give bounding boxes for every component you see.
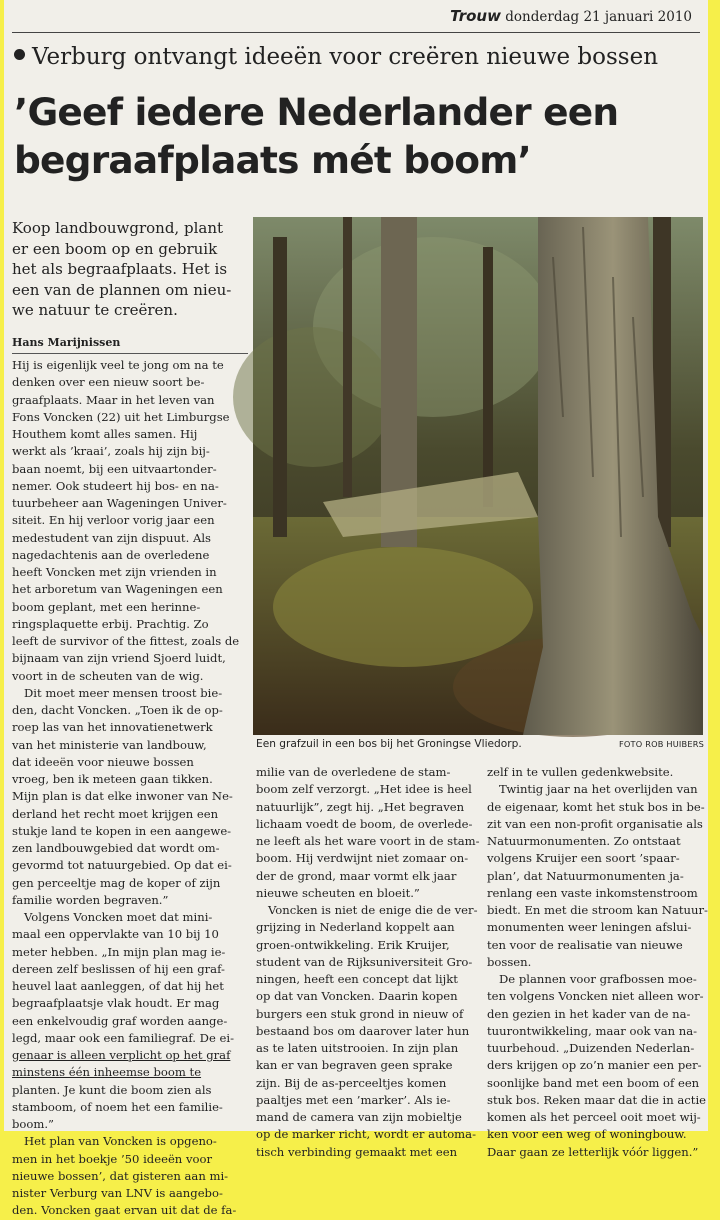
text-line: Dit moet meer mensen troost bie- <box>24 685 223 700</box>
text-line: meter hebben. „In mijn plan mag ie- <box>12 944 226 959</box>
text-line: maal een oppervlakte van 10 bij 10 <box>12 927 219 942</box>
newspaper-brand: Trouw <box>450 7 501 25</box>
text-line: boom.” <box>12 1117 54 1131</box>
text-line: denken over een nieuw soort be- <box>12 375 205 390</box>
intro-line: het als begraafplaats. Het is <box>12 260 228 278</box>
text-line: volgens Kruijer een soort ’spaar- <box>487 851 680 866</box>
text-line: een enkelvoudig graf worden aange- <box>12 1013 228 1028</box>
text-line: grijzing in Nederland koppelt aan <box>256 920 455 935</box>
text-line: heeft Voncken met zijn vrienden in <box>12 565 217 579</box>
text-line: baan noemt, bij een uitvaartonder- <box>12 461 217 476</box>
text-line: natuurlijk”, zegt hij. „Het begraven <box>256 799 465 814</box>
text-line: ten volgens Voncken niet alleen wor- <box>487 989 704 1004</box>
intro-line: Koop landbouwgrond, plant <box>12 219 224 237</box>
text-line: groen-ontwikkeling. Erik Kruijer, <box>256 937 450 952</box>
text-line: kan er van begraven geen sprake <box>256 1058 453 1073</box>
text-line: Voncken is niet de enige die de ver- <box>268 903 478 917</box>
headline-line: ’Geef iedere Nederlander een <box>14 90 619 134</box>
text-line: op de marker richt, wordt er automa- <box>256 1127 476 1142</box>
text-line: komen als het perceel ooit moet wij- <box>487 1110 701 1124</box>
kicker-text: Verburg ontvangt ideeën voor creëren nieuwe bossen <box>32 44 659 70</box>
text-line: zit van een non-profit organisatie als <box>487 816 703 831</box>
text-line: biedt. En met die stroom kan Natuur- <box>487 903 708 917</box>
byline: Hans Marijnissen <box>12 336 248 354</box>
text-line: soonlijke band met een boom of een <box>487 1075 700 1090</box>
masthead <box>450 7 692 25</box>
headline-line: begraafplaats mét boom’ <box>14 138 531 182</box>
text-line: zen landbouwgebied dat wordt om- <box>12 841 220 855</box>
text-line: tisch verbinding gemaakt met een <box>256 1144 458 1159</box>
text-line: Natuurmonumenten. Zo ontstaat <box>487 834 681 848</box>
text-line: minstens één inheemse boom te <box>12 1065 202 1080</box>
text-line: de eigenaar, komt het stuk bos in be- <box>487 799 705 814</box>
text-line: op dat van Voncken. Daarin kopen <box>256 989 458 1004</box>
text-line: Mijn plan is dat elke inwoner van Ne- <box>12 789 233 804</box>
text-line: planten. Je kunt die boom zien als <box>12 1082 212 1097</box>
text-line: Fons Voncken (22) uit het Limburgse <box>12 409 230 424</box>
masthead-rule <box>12 32 700 33</box>
text-line: as te laten uitstrooien. In zijn plan <box>256 1041 459 1055</box>
text-line: lichaam voedt de boom, de overlede- <box>256 816 473 831</box>
intro-line: een van de plannen om nieu- <box>12 280 232 299</box>
caption-text: Een grafzuil in een bos bij het Groningse Vliedorp. <box>256 738 522 750</box>
intro-block <box>12 218 248 354</box>
kicker <box>14 44 658 70</box>
text-line: werkt als ’kraai’, zoals hij zijn bij- <box>12 444 210 459</box>
text-line: dereen zelf beslissen of hij een graf- <box>12 961 225 976</box>
text-line: boom zelf verzorgt. „Het idee is heel <box>256 782 472 797</box>
text-line: leeft de survivor of the fittest, zoals de <box>12 634 240 648</box>
text-line: nemer. Ook studeert hij bos- en na- <box>12 478 219 493</box>
text-line: bijnaam van zijn vriend Sjoerd luidt, <box>12 651 226 666</box>
text-line: den gezien in het kader van de na- <box>487 1006 691 1021</box>
text-line: heuvel laat aanleggen, of dat hij het <box>12 979 224 993</box>
text-line: ten voor de realisatie van nieuwe <box>487 937 683 952</box>
text-line: zijn. Bij de as-perceeltjes komen <box>256 1075 447 1090</box>
text-line: graafplaats. Maar in het leven van <box>12 392 215 407</box>
article-column-2 <box>256 764 478 1161</box>
article-column-3 <box>487 764 708 1161</box>
text-line: familie worden begraven.” <box>12 892 169 907</box>
text-line: gevormd tot natuurgebied. Op dat ei- <box>12 858 232 873</box>
text-line: tuurontwikkeling, maar ook van na- <box>487 1023 698 1038</box>
intro-line: er een boom op en gebruik <box>12 239 218 258</box>
text-line: Volgens Voncken moet dat mini- <box>24 910 213 924</box>
text-line: plan’, dat Natuurmonumenten ja- <box>487 868 684 883</box>
text-line: bestaand bos om daarover later hun <box>256 1023 470 1038</box>
text-line: bossen. <box>487 954 532 969</box>
intro-line: we natuur te creëren. <box>12 301 178 319</box>
text-line: medestudent van zijn dispuut. Als <box>12 530 211 545</box>
text-line: nister Verburg van LNV is aangebo- <box>12 1186 223 1200</box>
text-line: paaltjes met een ’marker’. Als ie- <box>256 1092 451 1107</box>
text-line: De plannen voor grafbossen moe- <box>499 972 697 986</box>
text-line: Hij is eigenlijk veel te jong om na te <box>12 358 224 372</box>
text-line: mand de camera van zijn mobieltje <box>256 1110 462 1124</box>
text-line: men in het boekje ’50 ideeën voor <box>12 1151 213 1166</box>
newspaper-clipping <box>4 0 708 1218</box>
text-line: nieuwe bossen’, dat gisteren aan mi- <box>12 1168 229 1183</box>
publication-date: donderdag 21 januari 2010 <box>505 9 692 25</box>
text-line: Houthem komt alles samen. Hij <box>12 427 198 441</box>
text-line: roep las van het innovatienetwerk <box>12 720 213 735</box>
text-line: der de grond, maar vormt elk jaar <box>256 868 457 883</box>
text-line: nagedachtenis aan de overledene <box>12 547 210 562</box>
text-line: legd, maar ook een familiegraf. De ei- <box>12 1030 235 1045</box>
text-line: tuurbehoud. „Duizenden Nederlan- <box>487 1041 695 1055</box>
text-line: ringsplaquette erbij. Prachtig. Zo <box>12 616 209 631</box>
text-line: ningen, heeft een concept dat lijkt <box>256 972 458 986</box>
text-line: ne leeft als het ware voort in de stam- <box>256 834 480 848</box>
photo-caption <box>256 738 704 750</box>
text-line: vroeg, ben ik meteen gaan tikken. <box>12 772 213 786</box>
text-line: het arboretum van Wageningen een <box>12 582 223 597</box>
text-line: monumenten weer leningen afslui- <box>487 920 692 935</box>
text-line: zelf in te vullen gedenkwebsite. <box>487 765 674 779</box>
text-line: den. Voncken gaat ervan uit dat de fa- <box>12 1203 237 1218</box>
headline <box>14 88 709 184</box>
text-line: genaar is alleen verplicht op het graf <box>12 1048 231 1062</box>
text-line: van het ministerie van landbouw, <box>12 737 207 752</box>
text-line: burgers een stuk grond in nieuw of <box>256 1006 464 1021</box>
text-line: stukje land te kopen in een aangewe- <box>12 823 232 838</box>
text-line: Daar gaan ze letterlijk vóór liggen.” <box>487 1144 699 1159</box>
text-line: den, dacht Voncken. „Toen ik de op- <box>12 703 223 717</box>
text-line: tuurbeheer aan Wageningen Univer- <box>12 496 227 510</box>
article-column-1 <box>12 357 250 1220</box>
text-line: stuk bos. Reken maar dat die in actie <box>487 1092 707 1107</box>
text-line: boom geplant, met een herinne- <box>12 599 201 614</box>
text-line: begraafplaatsje vlak houdt. Er mag <box>12 996 220 1011</box>
text-line: student van de Rijksuniversiteit Gro- <box>256 954 473 969</box>
text-line: Het plan van Voncken is opgeno- <box>24 1134 217 1149</box>
text-line: dat ideeën voor nieuwe bossen <box>12 754 194 769</box>
text-line: Twintig jaar na het overlijden van <box>499 782 698 797</box>
text-line: boom. Hij verdwijnt niet zomaar on- <box>256 851 469 866</box>
text-line: stamboom, of noem het een familie- <box>12 1099 223 1114</box>
text-line: derland het recht moet krijgen een <box>12 806 219 821</box>
text-line: renlang een vaste inkomstenstroom <box>487 885 698 900</box>
text-line: ders krijgen op zo’n manier een per- <box>487 1058 702 1073</box>
forest-illustration <box>253 217 703 735</box>
text-line: voort in de scheuten van de wig. <box>12 668 204 683</box>
text-line: nieuwe scheuten en bloeit.” <box>256 885 420 900</box>
forest-photo <box>253 217 703 735</box>
intro-text <box>12 218 248 321</box>
text-line: milie van de overledene de stam- <box>256 765 451 779</box>
bullet-icon <box>14 49 25 60</box>
text-line: gen perceeltje mag de koper of zijn <box>12 875 221 890</box>
photo-credit: FOTO ROB HUIBERS <box>619 739 704 749</box>
text-line: ken voor een weg of woningbouw. <box>487 1127 687 1142</box>
text-line: siteit. En hij verloor vorig jaar een <box>12 513 215 528</box>
